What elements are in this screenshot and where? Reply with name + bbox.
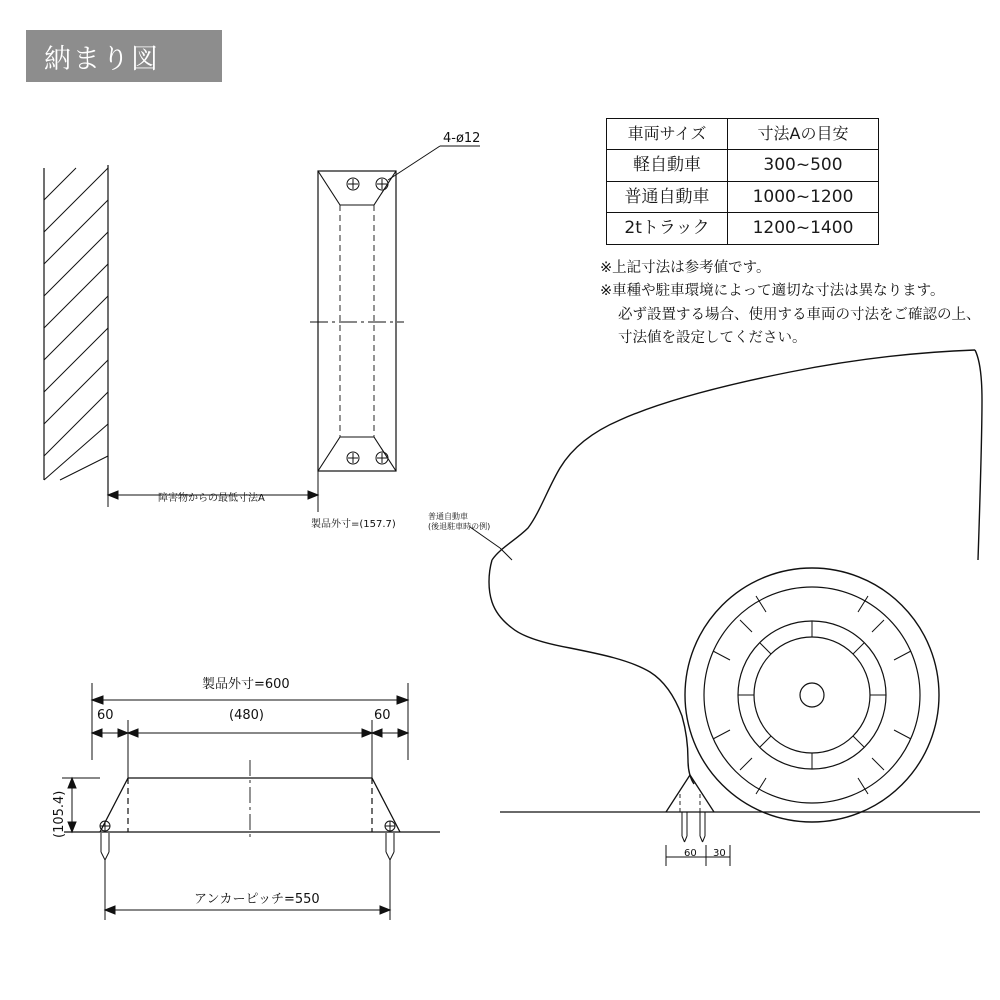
front-center-width-label: (480) <box>229 708 264 723</box>
cell-dimension: 1200~1400 <box>728 213 879 245</box>
table-header-dimension: 寸法Aの目安 <box>728 119 879 150</box>
plan-product-size-label: 製品外寸=(157.7) <box>311 519 396 530</box>
plan-outline <box>318 171 396 471</box>
plan-hidden-edges <box>340 205 374 437</box>
vehicle-example-line2: (後退駐車時の例) <box>428 522 491 531</box>
front-height-label: (105.4) <box>52 790 67 838</box>
table-row <box>607 149 879 181</box>
wall-hatching <box>44 168 108 480</box>
table-row <box>607 213 879 245</box>
front-right-offset-label: 60 <box>374 708 391 723</box>
note-line-2: ※車種や駐車環境によって適切な寸法は異なります。 <box>600 283 945 300</box>
note-line-3: 必ず設置する場合、使用する車両の寸法をご確認の上、 <box>618 306 981 323</box>
car-body-right <box>978 400 982 560</box>
front-product-width-label: 製品外寸=600 <box>202 677 290 692</box>
table-row <box>607 181 879 213</box>
stopper-side-small <box>666 775 714 842</box>
anchor-holes <box>347 178 388 464</box>
small-dim-60-label: 60 <box>684 848 697 859</box>
hole-leader-line <box>388 146 440 180</box>
car-front-bumper-line <box>489 560 688 760</box>
vehicle-size-table <box>606 118 879 245</box>
vehicle-example-label <box>428 512 490 532</box>
small-dim-30-label: 30 <box>713 848 726 859</box>
cell-vehicle: 軽自動車 <box>607 149 728 181</box>
page-title: 納まり図 <box>44 43 160 75</box>
min-dimension-label: 障害物からの最低寸法A <box>158 493 265 504</box>
notes-block <box>600 257 990 351</box>
anchor-bolts-front <box>100 821 395 860</box>
cell-dimension: 300~500 <box>728 149 879 181</box>
anchor-pitch-label: アンカーピッチ=550 <box>194 892 320 907</box>
hole-callout-label: 4-ø12 <box>443 131 481 146</box>
cell-vehicle: 2tトラック <box>607 213 728 245</box>
cell-dimension: 1000~1200 <box>728 181 879 213</box>
table-header-vehicle: 車両サイズ <box>607 119 728 150</box>
cell-vehicle: 普通自動車 <box>607 181 728 213</box>
note-line-4: 寸法値を設定してください。 <box>618 330 807 347</box>
car-rear-line <box>975 350 982 400</box>
car-roof-line <box>492 350 975 560</box>
dim-height <box>62 778 100 832</box>
note-line-1: ※上記寸法は参考値です。 <box>600 260 771 276</box>
vehicle-example-line1: 普通自動車 <box>428 512 468 521</box>
front-left-offset-label: 60 <box>97 708 114 723</box>
car-wheel <box>685 568 939 822</box>
table-header-row <box>607 119 879 150</box>
